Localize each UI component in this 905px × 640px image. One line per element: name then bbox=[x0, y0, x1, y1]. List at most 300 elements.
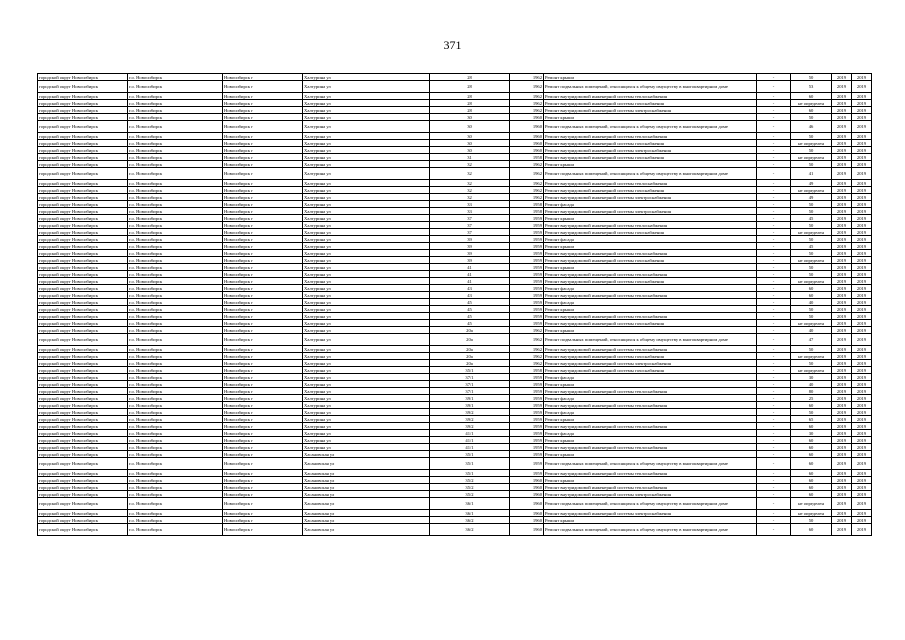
cell-dash: - bbox=[757, 187, 791, 194]
cell-city: Новосибирск г bbox=[223, 402, 303, 409]
cell-city: Новосибирск г bbox=[223, 81, 303, 93]
cell-dash: - bbox=[757, 215, 791, 222]
cell-build-year: 1958 bbox=[510, 367, 544, 374]
cell-build-year: 1959 bbox=[510, 470, 544, 477]
cell-dash: - bbox=[757, 161, 791, 168]
cell-build-year: 1959 bbox=[510, 299, 544, 306]
cell-house-number: 20а bbox=[430, 360, 510, 367]
table-row bbox=[38, 470, 872, 477]
cell-work-type: Ремонт подвальных помещений, относящихся к общему имуществу в многоквартирном доме bbox=[544, 81, 757, 93]
cell-cost: 60 bbox=[791, 93, 832, 100]
cell-dash: - bbox=[757, 147, 791, 154]
cell-end-year: 2019 bbox=[852, 395, 872, 402]
cell-house-number: 36/1 bbox=[430, 510, 510, 517]
cell-start-year: 2019 bbox=[832, 306, 852, 313]
cell-cost: 30 bbox=[791, 374, 832, 381]
cell-cost: 80 bbox=[791, 388, 832, 395]
cell-start-year: 2019 bbox=[832, 243, 852, 250]
cell-build-year: 1959 bbox=[510, 395, 544, 402]
cell-street: Халтурина ул bbox=[303, 395, 430, 402]
cell-district: городской округ Новосибирск bbox=[38, 121, 128, 133]
cell-street: Хасановская ул bbox=[303, 484, 430, 491]
table-row bbox=[38, 346, 872, 353]
cell-district: городской округ Новосибирск bbox=[38, 430, 128, 437]
cell-work-type: Ремонт внутридомовой инженерной системы электроснабжения bbox=[544, 194, 757, 201]
cell-start-year: 2019 bbox=[832, 409, 852, 416]
cell-district: городской округ Новосибирск bbox=[38, 517, 128, 524]
cell-district: городской округ Новосибирск bbox=[38, 292, 128, 299]
cell-street: Халтурина ул bbox=[303, 353, 430, 360]
cell-end-year: 2019 bbox=[852, 292, 872, 299]
cell-cost: 60 bbox=[791, 451, 832, 458]
cell-end-year: 2019 bbox=[852, 250, 872, 257]
table-row bbox=[38, 451, 872, 458]
cell-dash: - bbox=[757, 381, 791, 388]
cell-work-type: Ремонт подвальных помещений, относящихся к общему имуществу в многоквартирном доме bbox=[544, 458, 757, 470]
cell-municipality: г.о. Новосибирск bbox=[128, 484, 223, 491]
cell-start-year: 2019 bbox=[832, 285, 852, 292]
cell-cost: 49 bbox=[791, 194, 832, 201]
cell-end-year: 2019 bbox=[852, 81, 872, 93]
cell-build-year: 1962 bbox=[510, 194, 544, 201]
cell-work-type: Ремонт внутридомовой инженерной системы газоснабжения bbox=[544, 229, 757, 236]
cell-end-year: 2019 bbox=[852, 484, 872, 491]
cell-start-year: 2019 bbox=[832, 388, 852, 395]
cell-municipality: г.о. Новосибирск bbox=[128, 121, 223, 133]
cell-city: Новосибирск г bbox=[223, 381, 303, 388]
cell-street: Халтурина ул bbox=[303, 306, 430, 313]
cell-municipality: г.о. Новосибирск bbox=[128, 367, 223, 374]
cell-work-type: Ремонт внутридомовой инженерной системы теплоснабжения bbox=[544, 444, 757, 451]
cell-house-number: 28 bbox=[430, 100, 510, 107]
cell-house-number: 37 bbox=[430, 215, 510, 222]
table-row bbox=[38, 154, 872, 161]
cell-end-year: 2019 bbox=[852, 107, 872, 114]
cell-district: городской округ Новосибирск bbox=[38, 201, 128, 208]
cell-city: Новосибирск г bbox=[223, 243, 303, 250]
cell-city: Новосибирск г bbox=[223, 524, 303, 536]
cell-dash: - bbox=[757, 334, 791, 346]
cell-dash: - bbox=[757, 114, 791, 121]
cell-street: Хасановская ул bbox=[303, 524, 430, 536]
cell-cost: 50 bbox=[791, 271, 832, 278]
cell-start-year: 2019 bbox=[832, 299, 852, 306]
cell-build-year: 1959 bbox=[510, 430, 544, 437]
cell-municipality: г.о. Новосибирск bbox=[128, 374, 223, 381]
cell-district: городской округ Новосибирск bbox=[38, 100, 128, 107]
cell-work-type: Ремонт внутридомовой инженерной системы газоснабжения bbox=[544, 140, 757, 147]
cell-build-year: 1958 bbox=[510, 201, 544, 208]
cell-city: Новосибирск г bbox=[223, 257, 303, 264]
cell-house-number: 28 bbox=[430, 74, 510, 81]
cell-street: Хасановская ул bbox=[303, 458, 430, 470]
cell-dash: - bbox=[757, 388, 791, 395]
cell-end-year: 2019 bbox=[852, 524, 872, 536]
cell-house-number: 28 bbox=[430, 107, 510, 114]
cell-cost: 60 bbox=[791, 524, 832, 536]
cell-municipality: г.о. Новосибирск bbox=[128, 100, 223, 107]
cell-street: Халтурина ул bbox=[303, 236, 430, 243]
cell-district: городской округ Новосибирск bbox=[38, 484, 128, 491]
cell-house-number: 35/1 bbox=[430, 458, 510, 470]
cell-municipality: г.о. Новосибирск bbox=[128, 416, 223, 423]
cell-street: Хасановская ул bbox=[303, 477, 430, 484]
cell-house-number: 30 bbox=[430, 147, 510, 154]
cell-start-year: 2019 bbox=[832, 313, 852, 320]
cell-dash: - bbox=[757, 250, 791, 257]
cell-build-year: 1962 bbox=[510, 74, 544, 81]
cell-cost: 60 bbox=[791, 423, 832, 430]
cell-end-year: 2019 bbox=[852, 409, 872, 416]
table-row bbox=[38, 430, 872, 437]
cell-dash: - bbox=[757, 154, 791, 161]
cell-municipality: г.о. Новосибирск bbox=[128, 334, 223, 346]
cell-end-year: 2019 bbox=[852, 285, 872, 292]
cell-end-year: 2019 bbox=[852, 121, 872, 133]
cell-dash: - bbox=[757, 320, 791, 327]
cell-build-year: 1959 bbox=[510, 250, 544, 257]
cell-dash: - bbox=[757, 430, 791, 437]
cell-dash: - bbox=[757, 517, 791, 524]
cell-start-year: 2019 bbox=[832, 402, 852, 409]
table-row bbox=[38, 229, 872, 236]
cell-municipality: г.о. Новосибирск bbox=[128, 208, 223, 215]
cell-dash: - bbox=[757, 208, 791, 215]
cell-dash: - bbox=[757, 327, 791, 334]
cell-city: Новосибирск г bbox=[223, 187, 303, 194]
table-row bbox=[38, 250, 872, 257]
cell-dash: - bbox=[757, 409, 791, 416]
cell-start-year: 2019 bbox=[832, 147, 852, 154]
cell-work-type: Ремонт подвальных помещений, относящихся к общему имуществу в многоквартирном доме bbox=[544, 168, 757, 180]
cell-city: Новосибирск г bbox=[223, 250, 303, 257]
cell-house-number: 43 bbox=[430, 292, 510, 299]
cell-end-year: 2019 bbox=[852, 161, 872, 168]
table-row bbox=[38, 402, 872, 409]
cell-house-number: 20а bbox=[430, 327, 510, 334]
table-row bbox=[38, 243, 872, 250]
table-row bbox=[38, 423, 872, 430]
cell-start-year: 2019 bbox=[832, 444, 852, 451]
cell-street: Халтурина ул bbox=[303, 250, 430, 257]
cell-build-year: 1959 bbox=[510, 236, 544, 243]
cell-street: Халтурина ул bbox=[303, 93, 430, 100]
cell-work-type: Ремонт фасада bbox=[544, 285, 757, 292]
table-row bbox=[38, 194, 872, 201]
cell-city: Новосибирск г bbox=[223, 306, 303, 313]
cell-build-year: 1962 bbox=[510, 107, 544, 114]
cell-district: городской округ Новосибирск bbox=[38, 147, 128, 154]
cell-work-type: Ремонт фасада bbox=[544, 236, 757, 243]
cell-house-number: 32 bbox=[430, 180, 510, 187]
cell-cost: 60 bbox=[791, 437, 832, 444]
cell-work-type: Ремонт подвальных помещений, относящихся к общему имуществу в многоквартирном доме bbox=[544, 121, 757, 133]
cell-work-type: Ремонт фасада bbox=[544, 201, 757, 208]
cell-work-type: Ремонт крыши bbox=[544, 114, 757, 121]
cell-city: Новосибирск г bbox=[223, 114, 303, 121]
table-row bbox=[38, 81, 872, 93]
cell-city: Новосибирск г bbox=[223, 264, 303, 271]
cell-city: Новосибирск г bbox=[223, 484, 303, 491]
table-row bbox=[38, 121, 872, 133]
cell-work-type: Ремонт внутридомовой инженерной системы теплоснабжения bbox=[544, 271, 757, 278]
cell-build-year: 1960 bbox=[510, 114, 544, 121]
cell-dash: - bbox=[757, 491, 791, 498]
cell-start-year: 2019 bbox=[832, 491, 852, 498]
cell-municipality: г.о. Новосибирск bbox=[128, 264, 223, 271]
cell-cost: 60 bbox=[791, 458, 832, 470]
cell-start-year: 2019 bbox=[832, 334, 852, 346]
cell-house-number: 32 bbox=[430, 161, 510, 168]
cell-house-number: 39 bbox=[430, 236, 510, 243]
cell-municipality: г.о. Новосибирск bbox=[128, 229, 223, 236]
cell-house-number: 45 bbox=[430, 299, 510, 306]
cell-city: Новосибирск г bbox=[223, 437, 303, 444]
cell-start-year: 2019 bbox=[832, 257, 852, 264]
table-row bbox=[38, 187, 872, 194]
cell-district: городской округ Новосибирск bbox=[38, 423, 128, 430]
cell-start-year: 2019 bbox=[832, 133, 852, 140]
cell-district: городской округ Новосибирск bbox=[38, 299, 128, 306]
cell-cost: 65 bbox=[791, 416, 832, 423]
cell-work-type: Ремонт внутридомовой инженерной системы газоснабжения bbox=[544, 320, 757, 327]
cell-district: городской округ Новосибирск bbox=[38, 208, 128, 215]
cell-city: Новосибирск г bbox=[223, 180, 303, 187]
cell-work-type: Ремонт крыши bbox=[544, 477, 757, 484]
cell-district: городской округ Новосибирск bbox=[38, 388, 128, 395]
cell-city: Новосибирск г bbox=[223, 215, 303, 222]
cell-street: Халтурина ул bbox=[303, 381, 430, 388]
cell-start-year: 2019 bbox=[832, 320, 852, 327]
cell-municipality: г.о. Новосибирск bbox=[128, 327, 223, 334]
table-row bbox=[38, 437, 872, 444]
cell-city: Новосибирск г bbox=[223, 517, 303, 524]
cell-house-number: 32 bbox=[430, 194, 510, 201]
cell-work-type: Ремонт внутридомовой инженерной системы электроснабжения bbox=[544, 208, 757, 215]
cell-end-year: 2019 bbox=[852, 257, 872, 264]
cell-dash: - bbox=[757, 74, 791, 81]
cell-build-year: 1960 bbox=[510, 140, 544, 147]
cell-cost: 41 bbox=[791, 168, 832, 180]
cell-end-year: 2019 bbox=[852, 208, 872, 215]
cell-dash: - bbox=[757, 107, 791, 114]
cell-dash: - bbox=[757, 458, 791, 470]
cell-build-year: 1959 bbox=[510, 381, 544, 388]
cell-cost: 40 bbox=[791, 327, 832, 334]
cell-build-year: 1962 bbox=[510, 353, 544, 360]
cell-street: Халтурина ул bbox=[303, 81, 430, 93]
cell-street: Халтурина ул bbox=[303, 334, 430, 346]
cell-work-type: Ремонт внутридомовой инженерной системы теплоснабжения bbox=[544, 222, 757, 229]
cell-cost: 50 bbox=[791, 74, 832, 81]
cell-municipality: г.о. Новосибирск bbox=[128, 320, 223, 327]
cell-end-year: 2019 bbox=[852, 381, 872, 388]
cell-house-number: 35/2 bbox=[430, 477, 510, 484]
cell-start-year: 2019 bbox=[832, 229, 852, 236]
cell-build-year: 1960 bbox=[510, 477, 544, 484]
cell-work-type: Ремонт внутридомовой инженерной системы теплоснабжения bbox=[544, 346, 757, 353]
cell-house-number: 32 bbox=[430, 187, 510, 194]
cell-house-number: 37 bbox=[430, 229, 510, 236]
cell-dash: - bbox=[757, 306, 791, 313]
cell-street: Халтурина ул bbox=[303, 107, 430, 114]
cell-build-year: 1962 bbox=[510, 93, 544, 100]
cell-work-type: Ремонт крыши bbox=[544, 264, 757, 271]
cell-dash: - bbox=[757, 498, 791, 510]
cell-end-year: 2019 bbox=[852, 353, 872, 360]
cell-street: Халтурина ул bbox=[303, 147, 430, 154]
cell-municipality: г.о. Новосибирск bbox=[128, 423, 223, 430]
cell-dash: - bbox=[757, 271, 791, 278]
cell-city: Новосибирск г bbox=[223, 208, 303, 215]
cell-work-type: Ремонт внутридомовой инженерной системы теплоснабжения bbox=[544, 470, 757, 477]
cell-build-year: 1959 bbox=[510, 215, 544, 222]
cell-district: городской округ Новосибирск bbox=[38, 133, 128, 140]
cell-cost: 45 bbox=[791, 215, 832, 222]
cell-district: городской округ Новосибирск bbox=[38, 140, 128, 147]
cell-start-year: 2019 bbox=[832, 353, 852, 360]
cell-municipality: г.о. Новосибирск bbox=[128, 154, 223, 161]
cell-build-year: 1959 bbox=[510, 409, 544, 416]
cell-build-year: 1959 bbox=[510, 416, 544, 423]
table-row bbox=[38, 147, 872, 154]
cell-house-number: 39/1 bbox=[430, 402, 510, 409]
cell-start-year: 2019 bbox=[832, 154, 852, 161]
cell-district: городской округ Новосибирск bbox=[38, 477, 128, 484]
cell-municipality: г.о. Новосибирск bbox=[128, 168, 223, 180]
cell-house-number: 41 bbox=[430, 264, 510, 271]
cell-start-year: 2019 bbox=[832, 74, 852, 81]
cell-municipality: г.о. Новосибирск bbox=[128, 430, 223, 437]
cell-district: городской округ Новосибирск bbox=[38, 510, 128, 517]
cell-build-year: 1960 bbox=[510, 133, 544, 140]
cell-end-year: 2019 bbox=[852, 154, 872, 161]
cell-build-year: 1959 bbox=[510, 264, 544, 271]
cell-dash: - bbox=[757, 243, 791, 250]
cell-build-year: 1959 bbox=[510, 388, 544, 395]
cell-house-number: 20а bbox=[430, 334, 510, 346]
cell-build-year: 1962 bbox=[510, 346, 544, 353]
cell-start-year: 2019 bbox=[832, 168, 852, 180]
cell-cost: 50 bbox=[791, 208, 832, 215]
table-row bbox=[38, 278, 872, 285]
cell-end-year: 2019 bbox=[852, 299, 872, 306]
cell-work-type: Ремонт внутридомовой инженерной системы теплоснабжения bbox=[544, 484, 757, 491]
cell-cost: 50 bbox=[791, 147, 832, 154]
cell-city: Новосибирск г bbox=[223, 334, 303, 346]
cell-house-number: 30 bbox=[430, 114, 510, 121]
cell-district: городской округ Новосибирск bbox=[38, 381, 128, 388]
cell-house-number: 45 bbox=[430, 306, 510, 313]
cell-end-year: 2019 bbox=[852, 168, 872, 180]
cell-work-type: Ремонт внутридомовой инженерной системы электроснабжения bbox=[544, 510, 757, 517]
table-row bbox=[38, 477, 872, 484]
cell-cost: не определен bbox=[791, 498, 832, 510]
cell-end-year: 2019 bbox=[852, 278, 872, 285]
cell-dash: - bbox=[757, 299, 791, 306]
cell-house-number: 20а bbox=[430, 353, 510, 360]
cell-city: Новосибирск г bbox=[223, 510, 303, 517]
table-row bbox=[38, 458, 872, 470]
table-row bbox=[38, 360, 872, 367]
cell-city: Новосибирск г bbox=[223, 320, 303, 327]
cell-house-number: 41/1 bbox=[430, 437, 510, 444]
cell-cost: 50 bbox=[791, 161, 832, 168]
cell-work-type: Ремонт внутридомовой инженерной системы теплоснабжения bbox=[544, 93, 757, 100]
cell-dash: - bbox=[757, 353, 791, 360]
cell-house-number: 39/2 bbox=[430, 423, 510, 430]
cell-dash: - bbox=[757, 367, 791, 374]
cell-house-number: 41/1 bbox=[430, 430, 510, 437]
cell-city: Новосибирск г bbox=[223, 222, 303, 229]
page-number: 371 bbox=[443, 38, 462, 52]
cell-municipality: г.о. Новосибирск bbox=[128, 299, 223, 306]
cell-end-year: 2019 bbox=[852, 147, 872, 154]
cell-start-year: 2019 bbox=[832, 430, 852, 437]
cell-build-year: 1959 bbox=[510, 306, 544, 313]
cell-house-number: 41 bbox=[430, 271, 510, 278]
cell-dash: - bbox=[757, 451, 791, 458]
cell-dash: - bbox=[757, 484, 791, 491]
cell-municipality: г.о. Новосибирск bbox=[128, 257, 223, 264]
cell-start-year: 2019 bbox=[832, 264, 852, 271]
cell-start-year: 2019 bbox=[832, 395, 852, 402]
cell-house-number: 30 bbox=[430, 140, 510, 147]
cell-municipality: г.о. Новосибирск bbox=[128, 194, 223, 201]
cell-start-year: 2019 bbox=[832, 222, 852, 229]
cell-street: Хасановская ул bbox=[303, 510, 430, 517]
cell-build-year: 1960 bbox=[510, 147, 544, 154]
cell-street: Халтурина ул bbox=[303, 100, 430, 107]
cell-cost: 50 bbox=[791, 306, 832, 313]
cell-start-year: 2019 bbox=[832, 498, 852, 510]
cell-start-year: 2019 bbox=[832, 484, 852, 491]
cell-end-year: 2019 bbox=[852, 320, 872, 327]
cell-street: Хасановская ул bbox=[303, 470, 430, 477]
cell-dash: - bbox=[757, 81, 791, 93]
cell-dash: - bbox=[757, 416, 791, 423]
cell-street: Халтурина ул bbox=[303, 168, 430, 180]
cell-city: Новосибирск г bbox=[223, 229, 303, 236]
cell-dash: - bbox=[757, 374, 791, 381]
cell-end-year: 2019 bbox=[852, 327, 872, 334]
cell-district: городской округ Новосибирск bbox=[38, 180, 128, 187]
cell-house-number: 39 bbox=[430, 243, 510, 250]
cell-city: Новосибирск г bbox=[223, 491, 303, 498]
cell-end-year: 2019 bbox=[852, 430, 872, 437]
table-row bbox=[38, 208, 872, 215]
cell-build-year: 1959 bbox=[510, 257, 544, 264]
cell-municipality: г.о. Новосибирск bbox=[128, 306, 223, 313]
cell-build-year: 1962 bbox=[510, 327, 544, 334]
cell-build-year: 1962 bbox=[510, 180, 544, 187]
cell-district: городской округ Новосибирск bbox=[38, 222, 128, 229]
cell-dash: - bbox=[757, 292, 791, 299]
cell-municipality: г.о. Новосибирск bbox=[128, 74, 223, 81]
cell-district: городской округ Новосибирск bbox=[38, 409, 128, 416]
cell-dash: - bbox=[757, 437, 791, 444]
cell-start-year: 2019 bbox=[832, 114, 852, 121]
cell-street: Халтурина ул bbox=[303, 444, 430, 451]
cell-district: городской округ Новосибирск bbox=[38, 306, 128, 313]
cell-street: Хасановская ул bbox=[303, 491, 430, 498]
cell-city: Новосибирск г bbox=[223, 100, 303, 107]
cell-start-year: 2019 bbox=[832, 100, 852, 107]
cell-work-type: Ремонт внутридомовой инженерной системы теплоснабжения bbox=[544, 180, 757, 187]
cell-city: Новосибирск г bbox=[223, 278, 303, 285]
table-row bbox=[38, 313, 872, 320]
cell-build-year: 1962 bbox=[510, 360, 544, 367]
